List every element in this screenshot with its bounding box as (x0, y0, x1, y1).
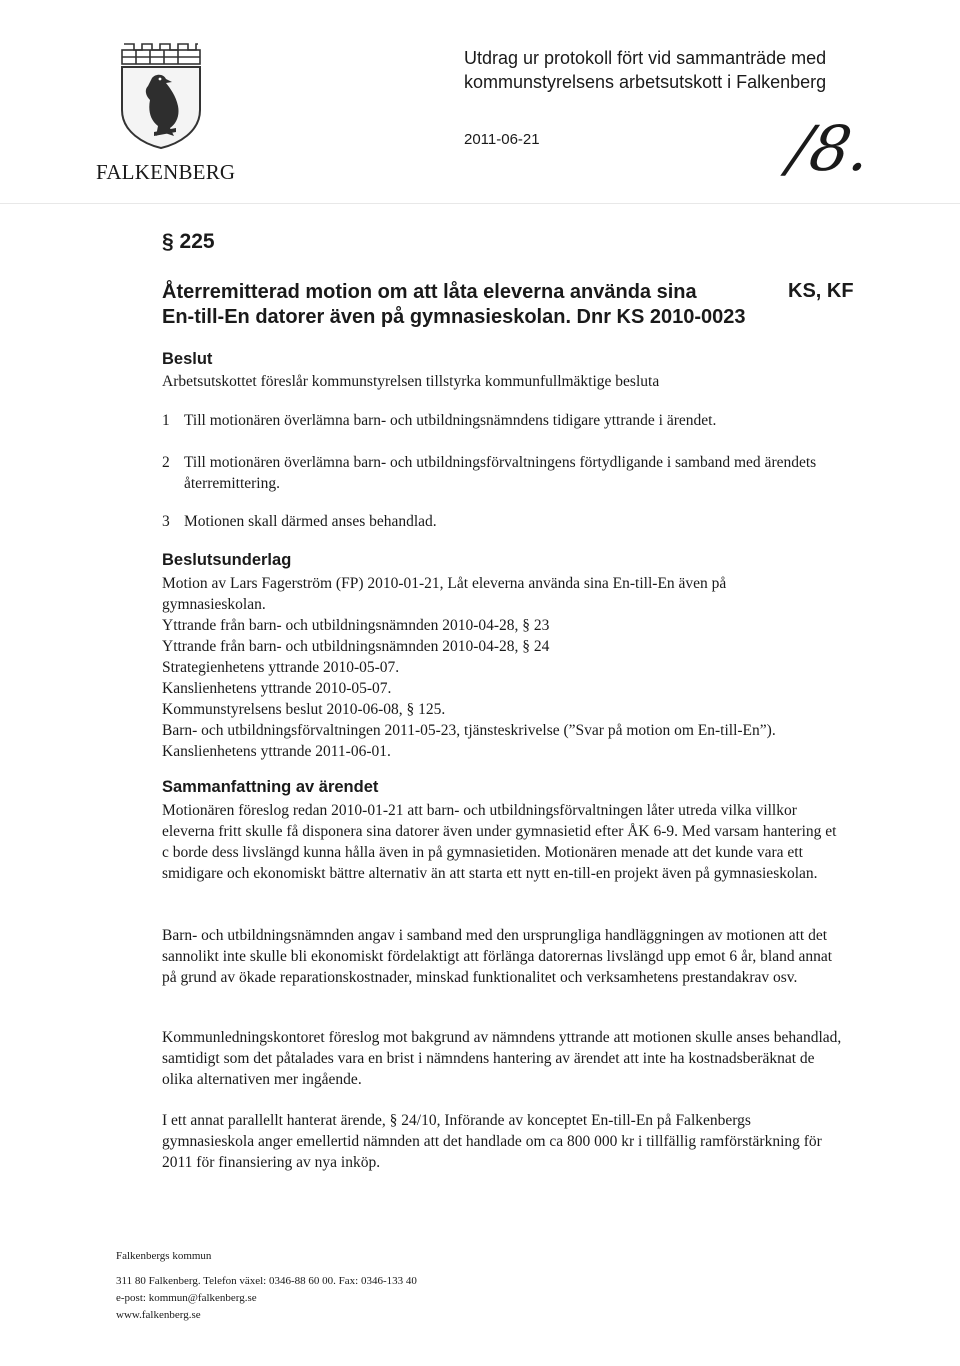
section-heading-beslut: Beslut (162, 350, 213, 368)
municipality-name: FALKENBERG (96, 160, 236, 184)
footer-email: e-post: kommun@falkenberg.se (116, 1292, 257, 1304)
falcon-crest-icon (118, 40, 204, 150)
document-list-line: Yttrande från barn- och utbildningsnämnden 2010-04-28, § 23 (162, 617, 550, 634)
subject-title (162, 280, 802, 330)
list-item-text: Till motionären överlämna barn- och utbildningsnämndens tidigare yttrande i ärendet. (184, 412, 717, 429)
subject-line: En-till-En datorer även på gymnasieskolan. Dnr KS 2010-0023 (162, 306, 746, 328)
protocol-header-line: kommunstyrelsens arbetsutskott i Falkenberg (464, 72, 827, 92)
document-list-line: Strategienhetens yttrande 2010-05-07. (162, 659, 400, 676)
summary-paragraph: Motionären föreslog redan 2010-01-21 att barn- och utbildningsförvaltningen låter utreda vilka villkor eleverna fritt skulle få disponera sina datorer även under gymnasietid efter ÅK 6-9. Med varsam hantering et c borde dess livslängd kunna hålla även in på gymnasietiden. Motionären menade att det kunde vara ett smidigare och ekonomiskt bättre alternativ än att starta ett nytt en-till-en projekt även på gymnasieskolan. (162, 802, 837, 882)
document-list-line: Motion av Lars Fagerström (FP) 2010-01-21, Låt eleverna använda sina En-till-En även på (162, 575, 727, 592)
subject-line: Återremitterad motion om att låta eleverna använda sina (162, 281, 697, 303)
summary-paragraph: I ett annat parallellt hanterat ärende, § 24/10, Införande av konceptet En-till-En på Falkenbergs gymnasieskola anger emellertid nämnden att det handlade om ca 800 000 kr i tillfällig ramförstärkning för 2011 för finansiering av nya inköp. (162, 1112, 822, 1171)
distribution-list: KS, KF (788, 280, 854, 302)
list-item (162, 452, 852, 494)
summary-paragraph: Barn- och utbildningsnämnden angav i samband med den ursprungliga handläggningen av motionen att det sannolikt inte skulle bli ekonomiskt fördelaktigt att förlänga datorernas livslängd upp emot 6 år, bland annat på grund av ökade reparationskostnader, minskad funktionalitet och verksamhetens prestandakrav osv. (162, 927, 833, 986)
beslut-intro: Arbetsutskottet föreslår kommunstyrelsen tillstyrka kommunfullmäktige besluta (162, 373, 660, 390)
document-list-line: Yttrande från barn- och utbildningsnämnden 2010-04-28, § 24 (162, 638, 550, 655)
footer-address: 311 80 Falkenberg. Telefon växel: 0346-88 60 00. Fax: 0346-133 40 (116, 1275, 417, 1287)
section-heading-sammanfattning: Sammanfattning av ärendet (162, 778, 379, 796)
section-heading-beslutsunderlag: Beslutsunderlag (162, 551, 292, 569)
summary-paragraph: Kommunledningskontoret föreslog mot bakgrund av nämndens yttrande att motionen skulle anses behandlad, samtidigt som det påtalades vara en brist i nämndens hantering av ärendet att inte ha kostnadsberäknat de olika alternativen mer ingående. (162, 1029, 842, 1088)
document-list-line: Kommunstyrelsens beslut 2010-06-08, § 125. (162, 701, 446, 718)
protocol-header (464, 46, 904, 94)
document-list (162, 573, 882, 762)
list-item (162, 511, 852, 532)
paragraph-number: § 225 (162, 230, 215, 253)
page-footer (116, 1248, 417, 1324)
list-item-number: 3 (162, 513, 170, 530)
document-list-line: Kanslienhetens yttrande 2011-06-01. (162, 743, 391, 760)
document-list-line: Barn- och utbildningsförvaltningen 2011-05-23, tjänsteskrivelse (”Svar på motion om En-till-En”). (162, 722, 776, 739)
list-item-number: 1 (162, 412, 170, 429)
protocol-header-line: Utdrag ur protokoll fört vid sammanträde med (464, 48, 827, 68)
list-item-text: Motionen skall därmed anses behandlad. (184, 513, 437, 530)
scan-divider (0, 203, 960, 204)
footer-web: www.falkenberg.se (116, 1309, 201, 1321)
footer-org: Falkenbergs kommun (116, 1250, 212, 1262)
document-list-line: gymnasieskolan. (162, 596, 266, 613)
handwritten-page-number: /8. (783, 112, 877, 185)
list-item-text: Till motionären överlämna barn- och utbildningsförvaltningens förtydligande i samband med ärendets återremittering. (184, 454, 817, 492)
meeting-date: 2011-06-21 (464, 131, 540, 148)
list-item (162, 410, 852, 431)
list-item-number: 2 (162, 454, 170, 471)
document-list-line: Kanslienhetens yttrande 2010-05-07. (162, 680, 392, 697)
